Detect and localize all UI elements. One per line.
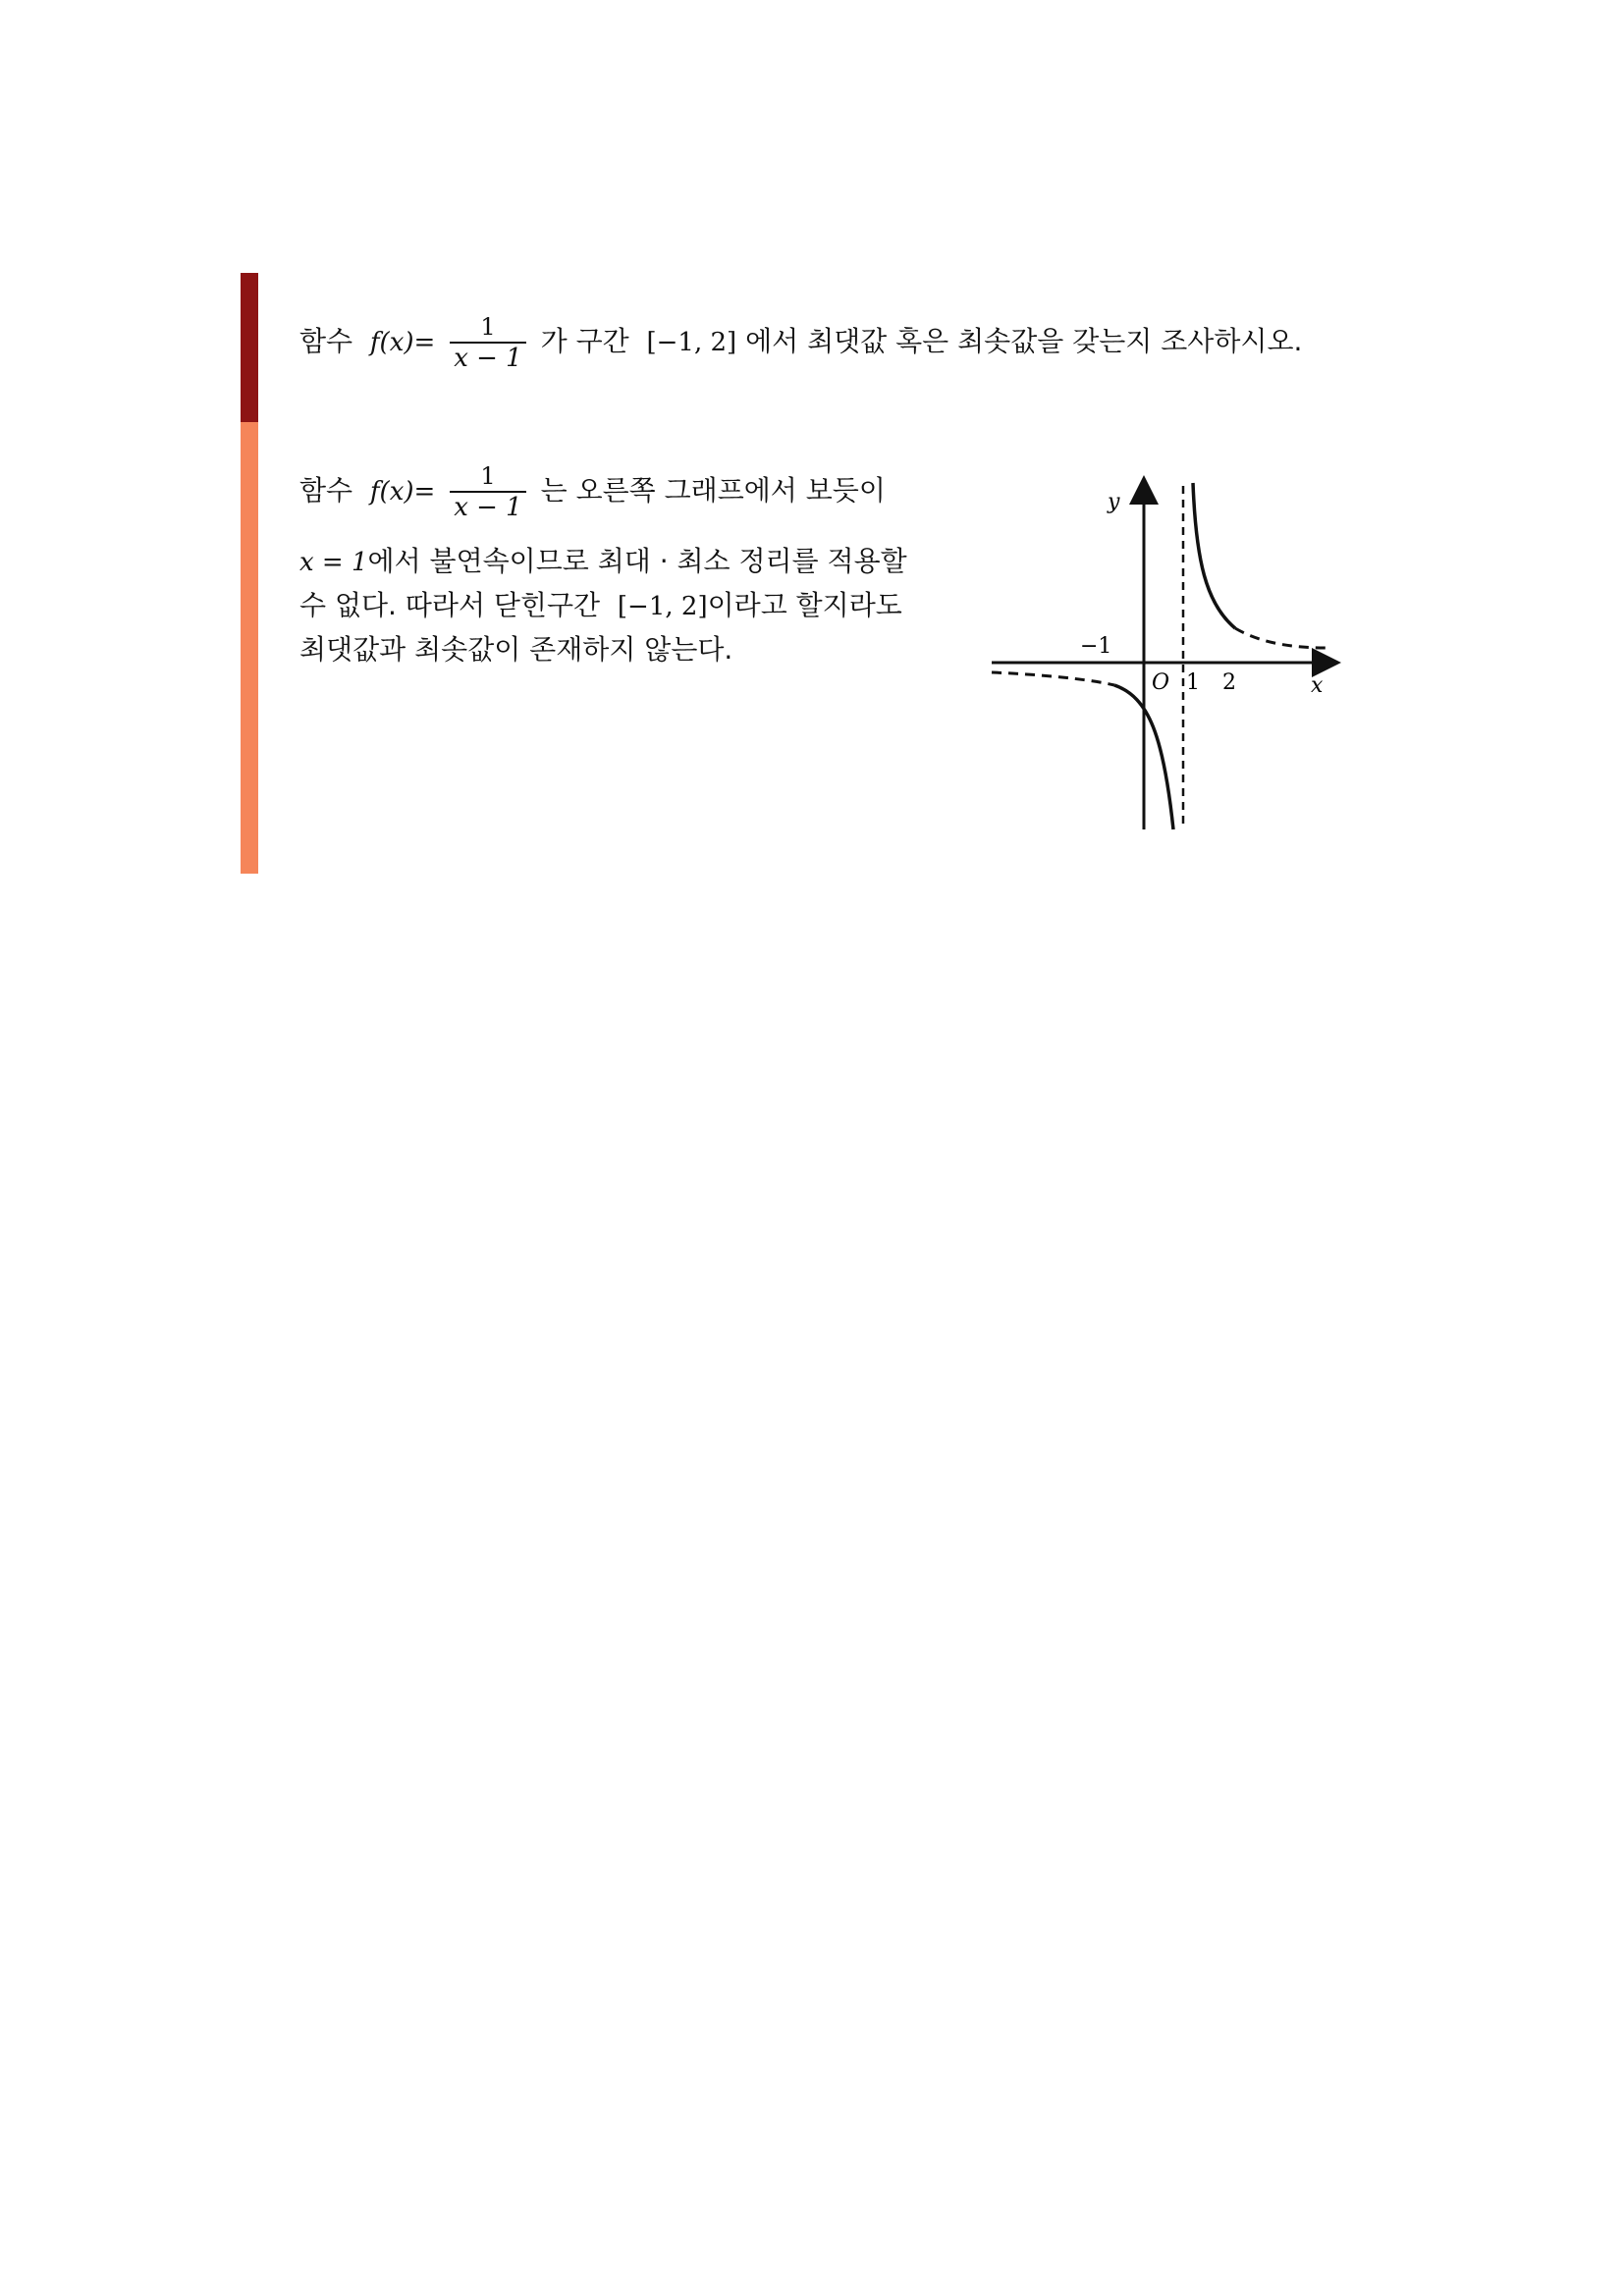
fraction-numerator: 1 — [450, 461, 526, 493]
tick-label-neg1: −1 — [1080, 634, 1112, 659]
x-axis-label: x — [1311, 673, 1324, 698]
function-notation: f(x)= — [369, 477, 436, 507]
discontinuity-point: x = 1 — [299, 548, 368, 577]
solution-line-3 — [299, 584, 902, 623]
question-text — [299, 312, 1302, 373]
fraction-numerator: 1 — [450, 312, 526, 344]
question-prefix: 함수 — [299, 325, 353, 357]
solution-line-1 — [299, 461, 886, 522]
fraction-denominator: x − 1 — [454, 344, 522, 373]
accent-bar-solution — [241, 422, 258, 874]
solution-line-2-text: 에서 불연속이므로 최대 · 최소 정리를 적용할 — [367, 545, 907, 577]
origin-label: O — [1152, 670, 1170, 695]
interval: [−1, 2] — [646, 328, 737, 357]
curve-right-dashed — [1235, 628, 1326, 648]
solution-line-4 — [299, 628, 732, 667]
solution-line-1-suffix: 는 오른쪽 그래프에서 보듯이 — [540, 474, 886, 507]
y-axis-label: y — [1108, 490, 1120, 514]
curve-left-dashed — [992, 672, 1114, 685]
question-suffix: 에서 최댓값 혹은 최솟값을 갖는지 조사하시오. — [745, 325, 1303, 357]
question-mid: 가 구간 — [540, 325, 629, 357]
fraction — [450, 312, 526, 373]
fraction — [450, 461, 526, 522]
interval: [−1, 2] — [617, 592, 708, 621]
solution-line-3-text: 수 없다. 따라서 닫힌구간 — [299, 589, 601, 621]
solution-prefix: 함수 — [299, 474, 353, 507]
function-notation: f(x)= — [369, 328, 436, 357]
fraction-denominator: x − 1 — [454, 493, 522, 522]
function-graph — [982, 471, 1355, 844]
accent-bar-question — [241, 273, 258, 422]
solution-line-4-text: 최댓값과 최솟값이 존재하지 않는다. — [299, 633, 733, 666]
tick-label-2: 2 — [1222, 670, 1236, 695]
curve-right-solid — [1193, 483, 1235, 628]
tick-label-1: 1 — [1186, 670, 1200, 695]
solution-line-3-suffix: 이라고 할지라도 — [707, 589, 902, 621]
solution-line-2 — [299, 540, 907, 579]
